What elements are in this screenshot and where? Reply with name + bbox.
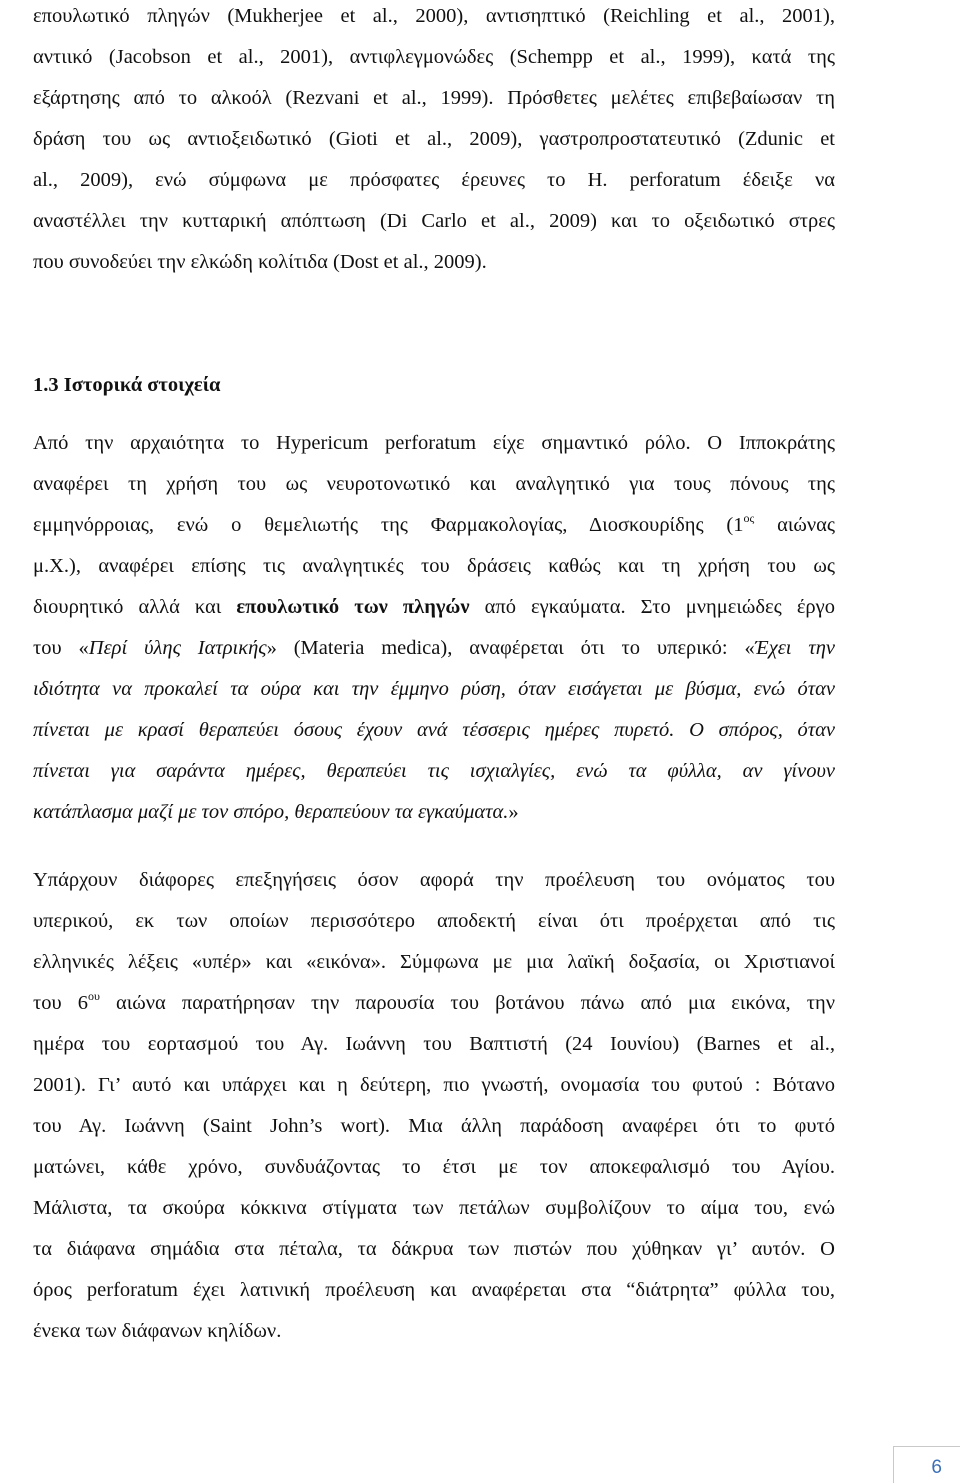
text-run: του «	[33, 637, 89, 659]
paragraph-line	[33, 633, 835, 663]
paragraph-line: όρος perforatum έχει λατινική προέλευση και αναφέρεται στα “διάτρητα” φύλλα του,	[33, 1279, 835, 1301]
paragraph-line: υπερικού, εκ των οποίων περισσότερο αποδεκτή είναι ότι προέρχεται από τις	[33, 910, 835, 932]
paragraph-line: μ.Χ.), αναφέρει επίσης τις αναλγητικές του δράσεις καθώς και τη χρήση του ως	[33, 555, 835, 577]
book-title: Περί ύλης Ιατρικής	[88, 637, 267, 659]
paragraph-line	[33, 797, 835, 827]
paragraph-line: τα διάφανα σημάδια στα πέταλα, τα δάκρυα των πιστών που χύθηκαν γι’ αυτόν. Ο	[33, 1238, 835, 1260]
paragraph-line: ματώνει, κάθε χρόνο, συνδυάζοντας το έτσι με τον αποκεφαλισμό του Αγίου.	[33, 1156, 835, 1178]
paragraph-line	[33, 592, 835, 622]
text-run: αιώνας	[754, 514, 835, 536]
paragraph-line: Μάλιστα, τα σκούρα κόκκινα στίγματα των πετάλων συμβολίζουν το αίμα του, ενώ	[33, 1197, 835, 1219]
paragraph-line: αναφέρει τη χρήση του ως νευροτονωτικό και αναλγητικό για τους πόνους της	[33, 473, 835, 495]
text-run: από εγκαύματα. Στο μνημειώδες έργο	[469, 596, 835, 618]
paragraph-line: αντιικό (Jacobson et al., 2001), αντιφλεγμονώδες (Schempp et al., 1999), κατά της	[33, 46, 835, 68]
text-run: διουρητικό αλλά και	[33, 596, 237, 618]
section-heading: 1.3 Ιστορικά στοιχεία	[33, 374, 221, 396]
paragraph-line: Υπάρχουν διάφορες επεξηγήσεις όσον αφορά την προέλευση του ονόματος του	[33, 869, 835, 891]
paragraph-line: ένεκα των διάφανων κηλίδων.	[33, 1320, 282, 1342]
bold-phrase: επουλωτικό των πληγών	[236, 596, 470, 618]
quote-line: πίνεται με κρασί θεραπεύει όσους έχουν ανά τέσσερις ημέρες πυρετό. Ο σπόρος, όταν	[33, 719, 835, 741]
superscript: ου	[87, 989, 100, 1003]
quote-text: Έχει την	[754, 637, 836, 659]
page-number: 6	[931, 1457, 942, 1478]
quote-line: ιδιότητα να προκαλεί τα ούρα και την έμμηνο ρύση, όταν εισάγεται με βύσμα, ενώ όταν	[33, 678, 835, 700]
paragraph-line: δράση του ως αντιοξειδωτικό (Gioti et al., 2009), γαστροπροστατευτικό (Zdunic et	[33, 128, 835, 150]
paragraph-line: που συνοδεύει την ελκώδη κολίτιδα (Dost et al., 2009).	[33, 251, 487, 273]
paragraph-line: ημέρα του εορτασμού του Αγ. Ιωάννη του Βαπτιστή (24 Ιουνίου) (Barnes et al.,	[33, 1033, 835, 1055]
paragraph-line: επουλωτικό πληγών (Mukherjee et al., 2000), αντισηπτικό (Reichling et al., 2001),	[33, 5, 835, 27]
paragraph-line: αναστέλλει την κυτταρική απόπτωση (Di Carlo et al., 2009) και το οξειδωτικό στρες	[33, 210, 835, 232]
quote-text: κατάπλασμα μαζί με τον σπόρο, θεραπεύουν τα εγκαύματα.	[33, 801, 509, 823]
paragraph-line	[33, 510, 835, 540]
paragraph-line: εξάρτησης από το αλκοόλ (Rezvani et al., 1999). Πρόσθετες μελέτες επιβεβαίωσαν τη	[33, 87, 835, 109]
paragraph-line: Από την αρχαιότητα το Hypericum perforatum είχε σημαντικό ρόλο. Ο Ιπποκράτης	[33, 432, 835, 454]
text-run: του 6	[33, 992, 88, 1014]
paragraph-line: του Αγ. Ιωάννη (Saint John’s wort). Μια άλλη παράδοση αναφέρει ότι το φυτό	[33, 1115, 835, 1137]
text-run: » (Materia medica), αναφέρεται ότι το υπερικό: «	[266, 637, 755, 659]
page-number-box	[893, 1446, 960, 1483]
paragraph-line: al., 2009), ενώ σύμφωνα με πρόσφατες έρευνες το H. perforatum έδειξε να	[33, 169, 835, 191]
paragraph-line	[33, 988, 835, 1018]
text-run: εμμηνόρροιας, ενώ ο θεμελιωτής της Φαρμακολογίας, Διοσκουρίδης (1	[33, 514, 744, 536]
text-run: »	[508, 801, 519, 823]
quote-line: πίνεται για σαράντα ημέρες, θεραπεύει τις ισχιαλγίες, ενώ τα φύλλα, αν γίνουν	[33, 760, 835, 782]
superscript: ος	[743, 511, 755, 525]
paragraph-line: ελληνικές λέξεις «υπέρ» και «εικόνα». Σύμφωνα με μια λαϊκή δοξασία, οι Χριστιανοί	[33, 951, 835, 973]
text-run: αιώνα παρατήρησαν την παρουσία του βοτάνου πάνω από μια εικόνα, την	[99, 992, 835, 1014]
paragraph-line: 2001). Γι’ αυτό και υπάρχει και η δεύτερη, πιο γνωστή, ονομασία του φυτού : Βότανο	[33, 1074, 835, 1096]
